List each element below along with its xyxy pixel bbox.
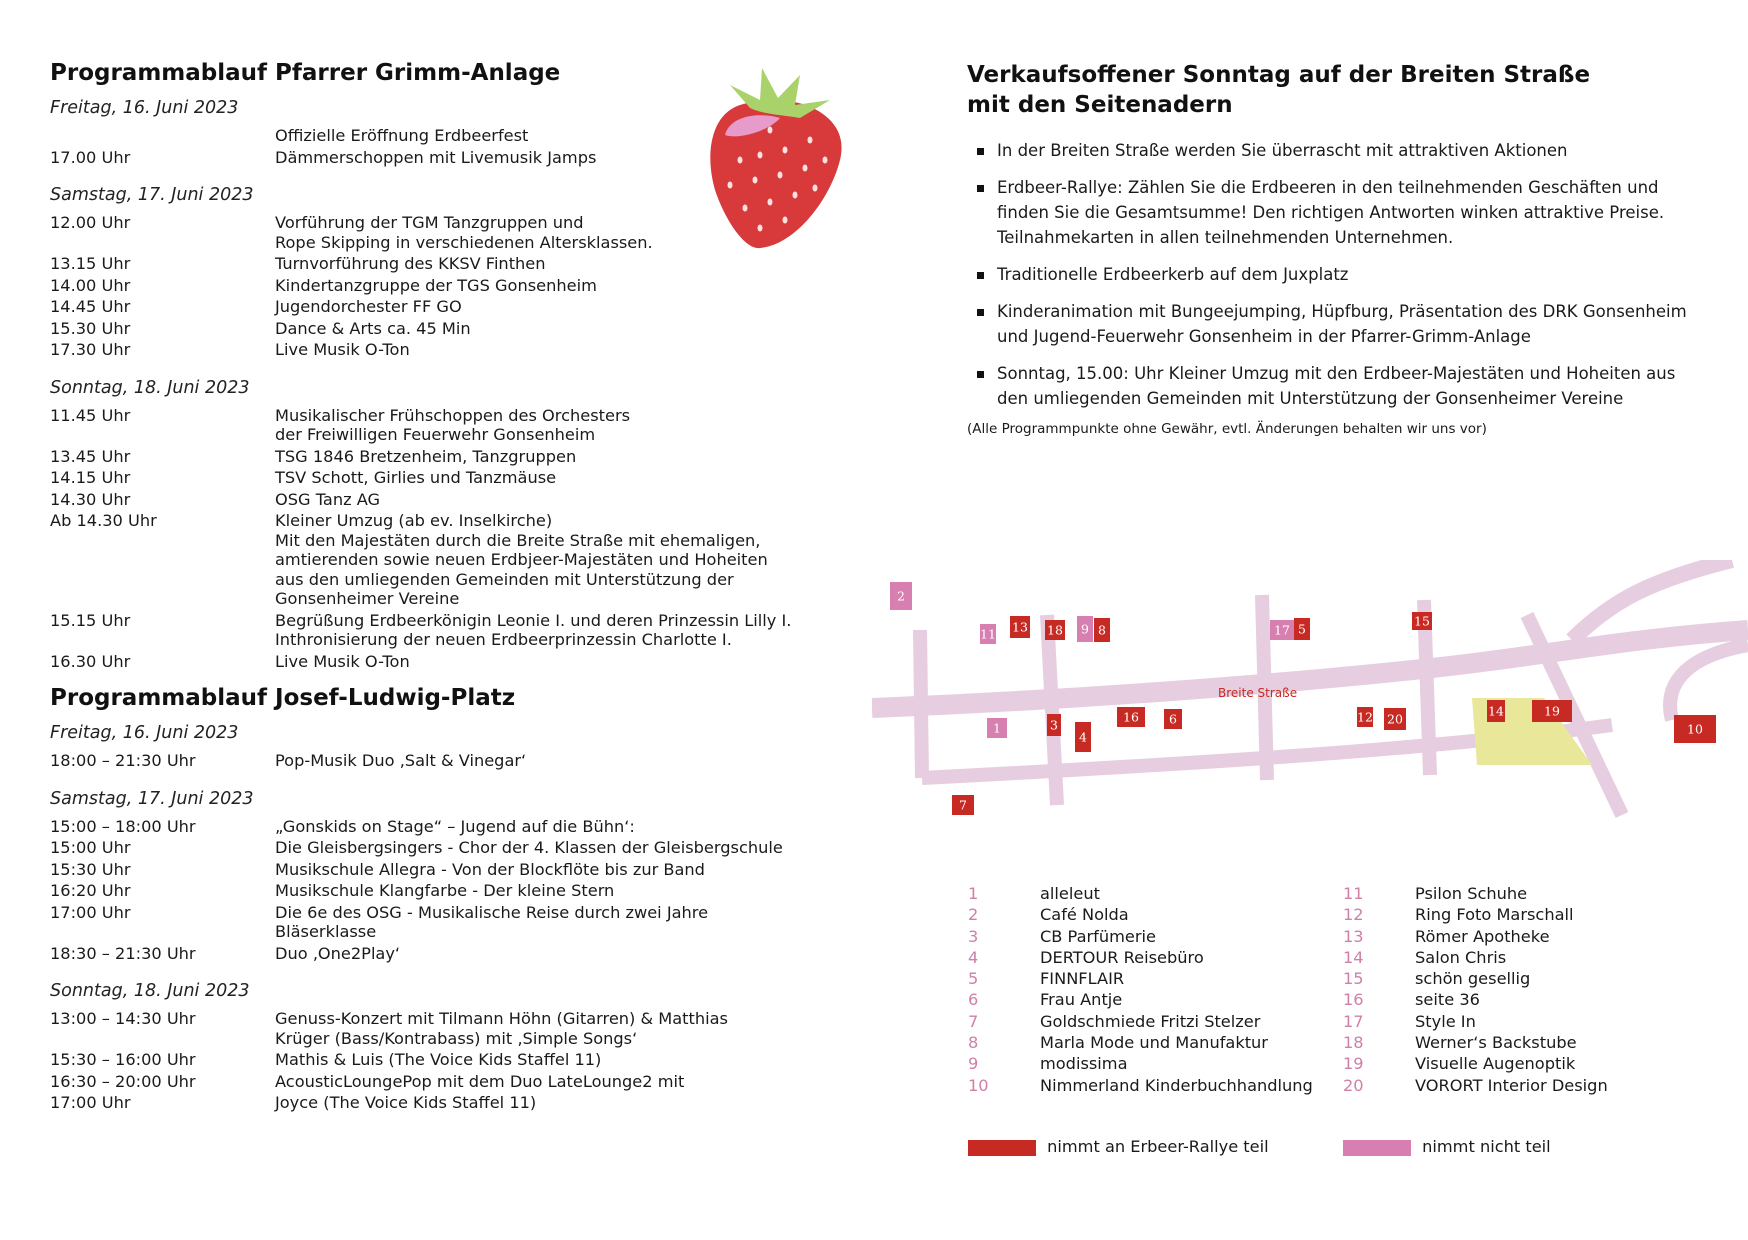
program-row xyxy=(50,319,810,339)
event-description: Die 6e des OSG - Musikalische Reise durch zwei Jahre Bläserklasse xyxy=(275,902,709,941)
day-heading: Sonntag, 18. Juni 2023 xyxy=(50,377,250,398)
map-shop-marker xyxy=(1674,715,1716,743)
map-shop-number: 19 xyxy=(1544,703,1560,719)
disclaimer-note: (Alle Programmpunkte ohne Gewähr, evtl. Änderungen behalten wir uns vor) xyxy=(967,421,1487,437)
program-row xyxy=(50,838,810,858)
program-row xyxy=(50,817,810,837)
shop-name: Ring Foto Marschall xyxy=(1415,905,1574,925)
program-row xyxy=(50,903,810,942)
title-line-1: Verkaufsoffener Sonntag auf der Breiten Straße xyxy=(967,62,1591,88)
activity-text: Sonntag, 15.00: Uhr Kleiner Umzug mit den Erdbeer-Majestäten und Hoheiten aus den umliegenden Gemeinden mit Unterstützung der Gonsenheimer Vereine xyxy=(997,364,1676,408)
day-heading: Samstag, 17. Juni 2023 xyxy=(50,788,254,809)
event-time: 14.45 Uhr xyxy=(50,297,131,316)
event-description: Dance & Arts ca. 45 Min xyxy=(275,318,471,338)
program-row xyxy=(50,213,810,252)
shop-name: FINNFLAIR xyxy=(1040,969,1125,989)
event-description: Pop-Musik Duo ‚Salt & Vinegar‘ xyxy=(275,751,527,770)
map-shop-marker xyxy=(1075,722,1091,752)
map-shop-marker xyxy=(1045,620,1065,640)
shop-list-item xyxy=(968,1053,1328,1074)
day-heading: Freitag, 16. Juni 2023 xyxy=(50,723,239,743)
map-shop-number: 2 xyxy=(897,588,905,604)
event-description: Musikalischer Frühschoppen des Orchesters der Freiwilligen Feuerwehr Gonsenheim xyxy=(275,405,631,444)
event-description: TSV Schott, Girlies und Tanzmäuse xyxy=(275,468,557,487)
event-time: 17:00 Uhr xyxy=(50,902,131,922)
event-time: 14.15 Uhr xyxy=(50,468,131,487)
shop-name: DERTOUR Reisebüro xyxy=(1040,947,1204,967)
program-row xyxy=(50,1009,810,1048)
shop-name: Goldschmiede Fritzi Stelzer xyxy=(1040,1011,1261,1031)
activity-item xyxy=(967,361,1707,411)
program-row xyxy=(50,1050,810,1070)
program-row xyxy=(50,881,810,901)
map-shop-marker xyxy=(1094,618,1110,642)
shop-number: 16 xyxy=(1343,990,1364,1010)
shop-number: 2 xyxy=(968,905,979,925)
shop-list-item xyxy=(1343,989,1703,1010)
shop-number: 6 xyxy=(968,990,979,1010)
event-time: 16.30 Uhr xyxy=(50,651,131,671)
event-time: 17.00 Uhr xyxy=(50,147,131,167)
map-shop-marker xyxy=(1487,700,1505,722)
shop-number: 9 xyxy=(968,1054,979,1074)
shop-list-1-10 xyxy=(968,883,1328,1096)
shop-list-item xyxy=(968,883,1328,904)
map-shop-marker xyxy=(1077,616,1093,642)
program-row xyxy=(50,254,810,274)
map-shop-marker xyxy=(952,795,974,815)
shop-number: 14 xyxy=(1343,947,1364,967)
shop-number: 5 xyxy=(968,969,979,989)
bullet-square-icon xyxy=(977,185,984,192)
event-time xyxy=(50,126,275,146)
shop-list-item xyxy=(968,1011,1328,1032)
shop-list-item xyxy=(1343,968,1703,989)
shop-name: CB Parfümerie xyxy=(1040,926,1156,946)
program-row xyxy=(50,1072,810,1092)
map-shop-marker xyxy=(1164,709,1182,729)
day-heading: Samstag, 17. Juni 2023 xyxy=(50,185,254,205)
street-label: Breite Straße xyxy=(1218,686,1298,700)
map-shop-marker xyxy=(1270,620,1294,640)
map-shop-number: 16 xyxy=(1123,709,1139,725)
event-description: Dämmerschoppen mit Livemusik Jamps xyxy=(275,147,597,167)
event-time: 15:30 Uhr xyxy=(50,859,131,879)
shop-name: Salon Chris xyxy=(1415,947,1507,967)
shop-name: seite 36 xyxy=(1415,990,1480,1010)
shop-number: 17 xyxy=(1343,1011,1364,1031)
event-description: Genuss-Konzert mit Tilmann Höhn (Gitarren) & Matthias Krüger (Bass/Kontrabass) mit ‚Simple Songs‘ xyxy=(275,1009,728,1048)
program-row xyxy=(50,652,810,672)
activity-item xyxy=(967,299,1707,349)
shop-number: 18 xyxy=(1343,1033,1364,1053)
event-time: 12.00 Uhr xyxy=(50,213,131,232)
legend-participant xyxy=(968,1136,1269,1157)
map-shop-number: 10 xyxy=(1687,721,1703,737)
shop-name: Marla Mode und Manufaktur xyxy=(1040,1033,1268,1053)
event-time: 13:00 – 14:30 Uhr xyxy=(50,1009,196,1028)
program-row xyxy=(50,751,810,771)
event-time: 14.00 Uhr xyxy=(50,275,131,295)
event-description: Kleiner Umzug (ab ev. Inselkirche) Mit den Majestäten durch die Breite Straße mit ehemaligen, amtierenden sowie neuen Erdbjeer-Majestäten und Hoheiten aus den umliegenden Gemeinden mit Unterstützung der Gonsenheimer Vereine xyxy=(275,511,768,608)
event-description: OSG Tanz AG xyxy=(275,489,381,509)
title-line-2: mit den Seitenadern xyxy=(967,92,1233,118)
event-time: 15:00 Uhr xyxy=(50,838,131,857)
map-shop-number: 6 xyxy=(1169,711,1177,727)
event-time: 16:30 – 20:00 Uhr xyxy=(50,1071,196,1091)
event-description: Duo ‚One2Play‘ xyxy=(275,943,401,963)
program-row xyxy=(50,447,810,467)
shop-name: alleleut xyxy=(1040,884,1100,903)
shop-list-item xyxy=(968,989,1328,1010)
map-shop-marker xyxy=(1294,618,1310,640)
strawberry-icon xyxy=(700,60,850,250)
day-heading: Freitag, 16. Juni 2023 xyxy=(50,98,239,118)
bullet-square-icon xyxy=(977,272,984,279)
map-shop-number: 17 xyxy=(1274,622,1290,638)
map-shop-number: 3 xyxy=(1050,717,1058,733)
shop-number: 13 xyxy=(1343,926,1364,946)
shop-number: 12 xyxy=(1343,905,1364,925)
event-description: Jugendorchester FF GO xyxy=(275,297,462,316)
activity-list xyxy=(967,138,1707,411)
program-row xyxy=(50,126,810,146)
map-shop-number: 11 xyxy=(980,626,996,642)
shop-list-item xyxy=(968,1032,1328,1053)
map-shop-number: 8 xyxy=(1098,622,1106,638)
event-description: Offizielle Eröffnung Erdbeerfest xyxy=(275,126,529,145)
program-row xyxy=(50,511,810,609)
shop-list-item xyxy=(1343,883,1703,904)
participant-swatch xyxy=(968,1140,1036,1156)
activity-text: In der Breiten Straße werden Sie überrascht mit attraktiven Aktionen xyxy=(997,141,1568,160)
event-time: 18:30 – 21:30 Uhr xyxy=(50,943,196,963)
map-shop-marker xyxy=(1010,616,1030,638)
map-shop-number: 20 xyxy=(1387,711,1403,727)
bullet-square-icon xyxy=(977,371,984,378)
map-shop-marker xyxy=(1047,714,1061,736)
program-row xyxy=(50,490,810,510)
event-description: Mathis & Luis (The Voice Kids Staffel 11) xyxy=(275,1050,602,1069)
map-shop-number: 14 xyxy=(1488,703,1504,719)
shop-list-item xyxy=(1343,947,1703,968)
event-description: Vorführung der TGM Tanzgruppen und Rope Skipping in verschiedenen Altersklassen. xyxy=(275,213,653,252)
event-description: Live Musik O-Ton xyxy=(275,651,410,671)
non-participant-label: nimmt nicht teil xyxy=(1422,1137,1551,1156)
program-row xyxy=(50,468,810,488)
shop-number: 3 xyxy=(968,926,979,946)
event-time: 11.45 Uhr xyxy=(50,405,131,425)
street-map xyxy=(872,560,1748,830)
shopping-sunday-block xyxy=(967,60,1707,437)
event-description: Begrüßung Erdbeerkönigin Leonie I. und deren Prinzessin Lilly I. Inthronisierung der neuen Erdbeerprinzessin Charlotte I. xyxy=(275,610,792,649)
program-row xyxy=(50,148,810,168)
event-description: „Gonskids on Stage“ – Jugend auf die Bühn‘: xyxy=(275,816,635,836)
event-time: 13.45 Uhr xyxy=(50,446,131,466)
activity-item xyxy=(967,175,1707,250)
shop-number: 8 xyxy=(968,1033,979,1053)
shop-number: 7 xyxy=(968,1011,979,1031)
shop-number: 10 xyxy=(968,1075,989,1095)
shop-list-item xyxy=(968,904,1328,925)
event-description: Joyce (The Voice Kids Staffel 11) xyxy=(275,1093,537,1112)
event-time: 13.15 Uhr xyxy=(50,254,131,273)
shop-name: Werner‘s Backstube xyxy=(1415,1033,1577,1053)
program-left-column xyxy=(50,60,810,1115)
program-row xyxy=(50,944,810,964)
shop-list-item xyxy=(968,947,1328,968)
map-shop-number: 4 xyxy=(1079,729,1087,745)
event-description: Musikschule Klangfarbe - Der kleine Stern xyxy=(275,881,615,900)
event-time: 15:00 – 18:00 Uhr xyxy=(50,816,196,836)
shop-name: Style In xyxy=(1415,1011,1476,1031)
map-shop-number: 12 xyxy=(1357,709,1373,725)
event-time: 18:00 – 21:30 Uhr xyxy=(50,751,196,770)
event-description: TSG 1846 Bretzenheim, Tanzgruppen xyxy=(275,446,577,466)
shop-list-item xyxy=(968,968,1328,989)
shop-name: Visuelle Augenoptik xyxy=(1415,1054,1576,1074)
bullet-square-icon xyxy=(977,148,984,155)
shop-number: 4 xyxy=(968,947,979,967)
shop-number: 11 xyxy=(1343,884,1364,903)
map-shop-number: 13 xyxy=(1012,619,1028,635)
participant-label: nimmt an Erbeer-Rallye teil xyxy=(1047,1137,1269,1156)
map-shop-number: 15 xyxy=(1414,613,1430,629)
map-shop-number: 9 xyxy=(1081,621,1089,637)
shop-list-11-20 xyxy=(1343,883,1703,1096)
map-shop-marker xyxy=(987,718,1007,738)
program-row xyxy=(50,276,810,296)
event-time: 15.15 Uhr xyxy=(50,610,131,630)
shop-number: 20 xyxy=(1343,1075,1364,1095)
shop-list-item xyxy=(1343,1053,1703,1074)
program-row xyxy=(50,340,810,360)
legend-non-participant xyxy=(1343,1136,1551,1157)
program-row xyxy=(50,406,810,445)
shop-number: 15 xyxy=(1343,969,1364,989)
event-time: Ab 14.30 Uhr xyxy=(50,511,157,530)
map-shop-marker xyxy=(890,582,912,610)
shop-list-item xyxy=(1343,1032,1703,1053)
section-title-grimm-anlage: Programmablauf Pfarrer Grimm-Anlage xyxy=(50,60,561,86)
event-description: AcousticLoungePop mit dem Duo LateLounge2 mit xyxy=(275,1071,685,1091)
day-heading: Sonntag, 18. Juni 2023 xyxy=(50,981,250,1001)
map-shop-marker xyxy=(1412,612,1432,630)
event-time: 17:00 Uhr xyxy=(50,1093,131,1112)
shop-name: schön gesellig xyxy=(1415,969,1531,989)
program-row xyxy=(50,297,810,317)
shop-list-item xyxy=(1343,1011,1703,1032)
event-description: Musikschule Allegra - Von der Blockflöte bis zur Band xyxy=(275,859,705,879)
program-row xyxy=(50,860,810,880)
event-description: Die Gleisbergsingers - Chor der 4. Klassen der Gleisbergschule xyxy=(275,838,783,857)
shop-name: Frau Antje xyxy=(1040,990,1123,1010)
map-shop-marker xyxy=(1384,708,1406,730)
shop-name: Café Nolda xyxy=(1040,905,1129,925)
shop-list-item xyxy=(1343,904,1703,925)
bullet-square-icon xyxy=(977,309,984,316)
activity-text: Traditionelle Erdbeerkerb auf dem Juxplatz xyxy=(997,265,1349,284)
shop-number: 19 xyxy=(1343,1054,1364,1074)
shop-name: VORORT Interior Design xyxy=(1415,1075,1608,1095)
section-title-josef-ludwig-platz: Programmablauf Josef-Ludwig-Platz xyxy=(50,685,516,711)
shop-list-item xyxy=(968,1075,1328,1096)
event-time: 17.30 Uhr xyxy=(50,340,131,359)
program-row xyxy=(50,611,810,650)
activity-text: Erdbeer-Rallye: Zählen Sie die Erdbeeren in den teilnehmenden Geschäften und finden Sie die Gesamtsumme! Den richtigen Antworten winken attraktive Preise. Teilnahmekarten in allen teilnehmenden Unternehmen. xyxy=(997,178,1665,247)
map-shop-marker xyxy=(1117,707,1145,727)
activity-item xyxy=(967,138,1707,163)
shop-name: Römer Apotheke xyxy=(1415,926,1550,946)
shop-name: Nimmerland Kinderbuchhandlung xyxy=(1040,1075,1313,1095)
non-participant-swatch xyxy=(1343,1140,1411,1156)
map-shop-marker xyxy=(1357,707,1373,727)
event-description: Turnvorführung des KKSV Finthen xyxy=(275,254,546,273)
shop-list-item xyxy=(968,926,1328,947)
map-shop-marker xyxy=(980,624,996,644)
program-grimm-anlage xyxy=(50,98,810,671)
event-description: Live Musik O-Ton xyxy=(275,340,410,359)
shop-list-item xyxy=(1343,926,1703,947)
shop-name: Psilon Schuhe xyxy=(1415,884,1528,903)
shop-number: 1 xyxy=(968,884,979,903)
program-josef-ludwig-platz xyxy=(50,723,810,1113)
shop-list-item xyxy=(1343,1075,1703,1096)
map-shop-number: 7 xyxy=(959,797,967,813)
map-shop-number: 5 xyxy=(1298,621,1306,637)
program-row xyxy=(50,1093,810,1113)
event-time: 15:30 – 16:00 Uhr xyxy=(50,1050,196,1069)
breite-strasse-road xyxy=(872,630,1748,708)
event-time: 14.30 Uhr xyxy=(50,489,131,509)
shopping-sunday-title xyxy=(967,60,1707,120)
activity-text: Kinderanimation mit Bungeejumping, Hüpfburg, Präsentation des DRK Gonsenheim und Jugend-Feuerwehr Gonsenheim in der Pfarrer-Grimm-Anlage xyxy=(997,302,1687,346)
map-shop-number: 1 xyxy=(993,720,1001,736)
event-time: 15.30 Uhr xyxy=(50,318,131,338)
shop-name: modissima xyxy=(1040,1054,1128,1074)
map-shop-marker xyxy=(1532,700,1572,722)
event-time: 16:20 Uhr xyxy=(50,881,131,900)
activity-item xyxy=(967,262,1707,287)
map-shop-number: 18 xyxy=(1047,622,1063,638)
event-description: Kindertanzgruppe der TGS Gonsenheim xyxy=(275,275,597,295)
